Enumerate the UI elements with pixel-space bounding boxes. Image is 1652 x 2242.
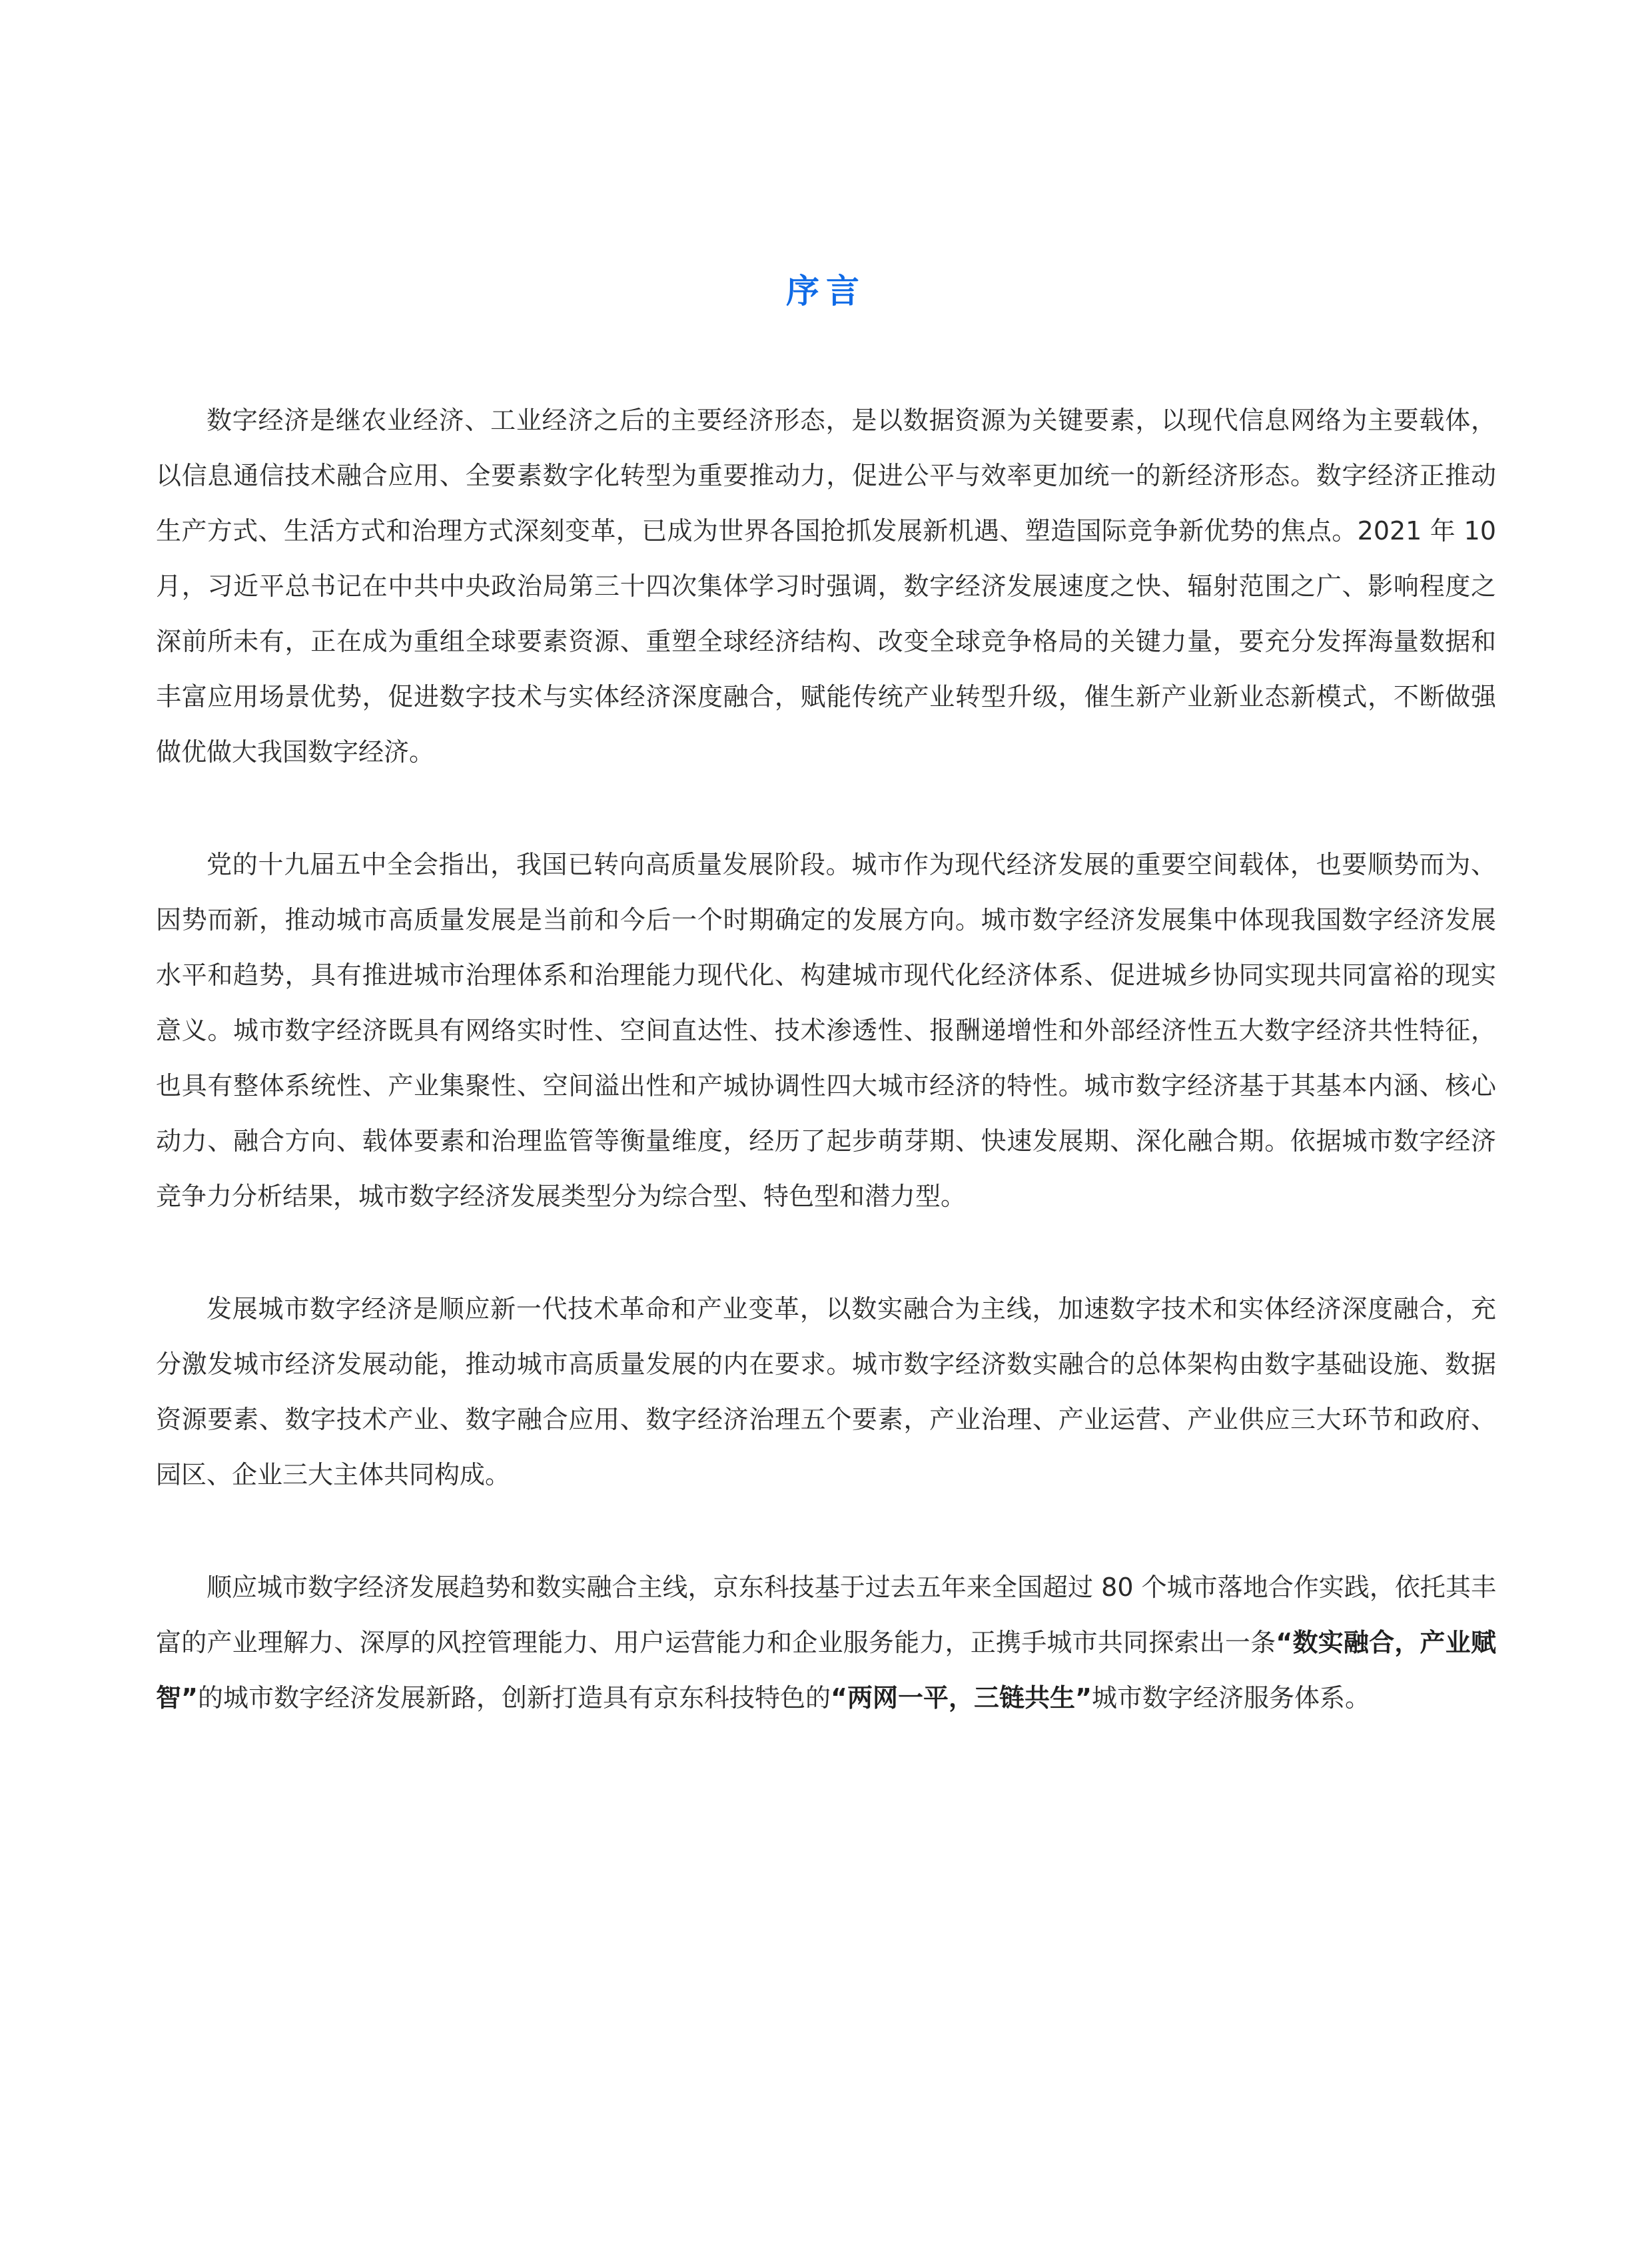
paragraph-4-text-2: 的城市数字经济发展新路，创新打造具有京东科技特色的 <box>197 1683 831 1712</box>
document-body <box>156 393 1496 1783</box>
paragraph-3: 发展城市数字经济是顺应新一代技术革命和产业变革，以数实融合为主线，加速数字技术和实体经济深度融合，充分激发城市经济发展动能，推动城市高质量发展的内在要求。城市数字经济数实融合的总体架构由数字基础设施、数据资源要素、数字技术产业、数字融合应用、数字经济治理五个要素，产业治理、产业运营、产业供应三大环节和政府、园区、企业三大主体共同构成。 <box>156 1294 1496 1489</box>
paragraph-4 <box>156 1560 1496 1726</box>
paragraph-4-text-1: 顺应城市数字经济发展趋势和数实融合主线，京东科技基于过去五年来全国超过 80 个城市落地合作实践，依托其丰富的产业理解力、深厚的风控管理能力、用户运营能力和企业服务能力，正携手城市共同探索出一条 <box>156 1573 1496 1657</box>
paragraph-1: 数字经济是继农业经济、工业经济之后的主要经济形态，是以数据资源为关键要素，以现代信息网络为主要载体，以信息通信技术融合应用、全要素数字化转型为重要推动力，促进公平与效率更加统一的新经济形态。数字经济正推动生产方式、生活方式和治理方式深刻变革，已成为世界各国抢抓发展新机遇、塑造国际竞争新优势的焦点。2021 年 10 月，习近平总书记在中共中央政治局第三十四次集体学习时强调，数字经济发展速度之快、辐射范围之广、影响程度之深前所未有，正在成为重组全球要素资源、重塑全球经济结构、改变全球竞争格局的关键力量，要充分发挥海量数据和丰富应用场景优势，促进数字技术与实体经济深度融合，赋能传统产业转型升级，催生新产业新业态新模式，不断做强做优做大我国数字经济。 <box>156 406 1496 767</box>
emphasis-slogan-2: “两网一平，三链共生” <box>831 1683 1092 1712</box>
page-title: 序言 <box>786 272 866 310</box>
paragraph-4-text-3: 城市数字经济服务体系。 <box>1091 1683 1370 1712</box>
paragraph-2: 党的十九届五中全会指出，我国已转向高质量发展阶段。城市作为现代经济发展的重要空间载体，也要顺势而为、因势而新，推动城市高质量发展是当前和今后一个时期确定的发展方向。城市数字经济发展集中体现我国数字经济发展水平和趋势，具有推进城市治理体系和治理能力现代化、构建城市现代化经济体系、促进城乡协同实现共同富裕的现实意义。城市数字经济既具有网络实时性、空间直达性、技术渗透性、报酬递增性和外部经济性五大数字经济共性特征，也具有整体系统性、产业集聚性、空间溢出性和产城协调性四大城市经济的特性。城市数字经济基于其基本内涵、核心动力、融合方向、载体要素和治理监管等衡量维度，经历了起步萌芽期、快速发展期、深化融合期。依据城市数字经济竞争力分析结果，城市数字经济发展类型分为综合型、特色型和潜力型。 <box>156 850 1496 1211</box>
emphasis-slogan-1: “数实融合，产业赋智” <box>156 1628 1496 1712</box>
